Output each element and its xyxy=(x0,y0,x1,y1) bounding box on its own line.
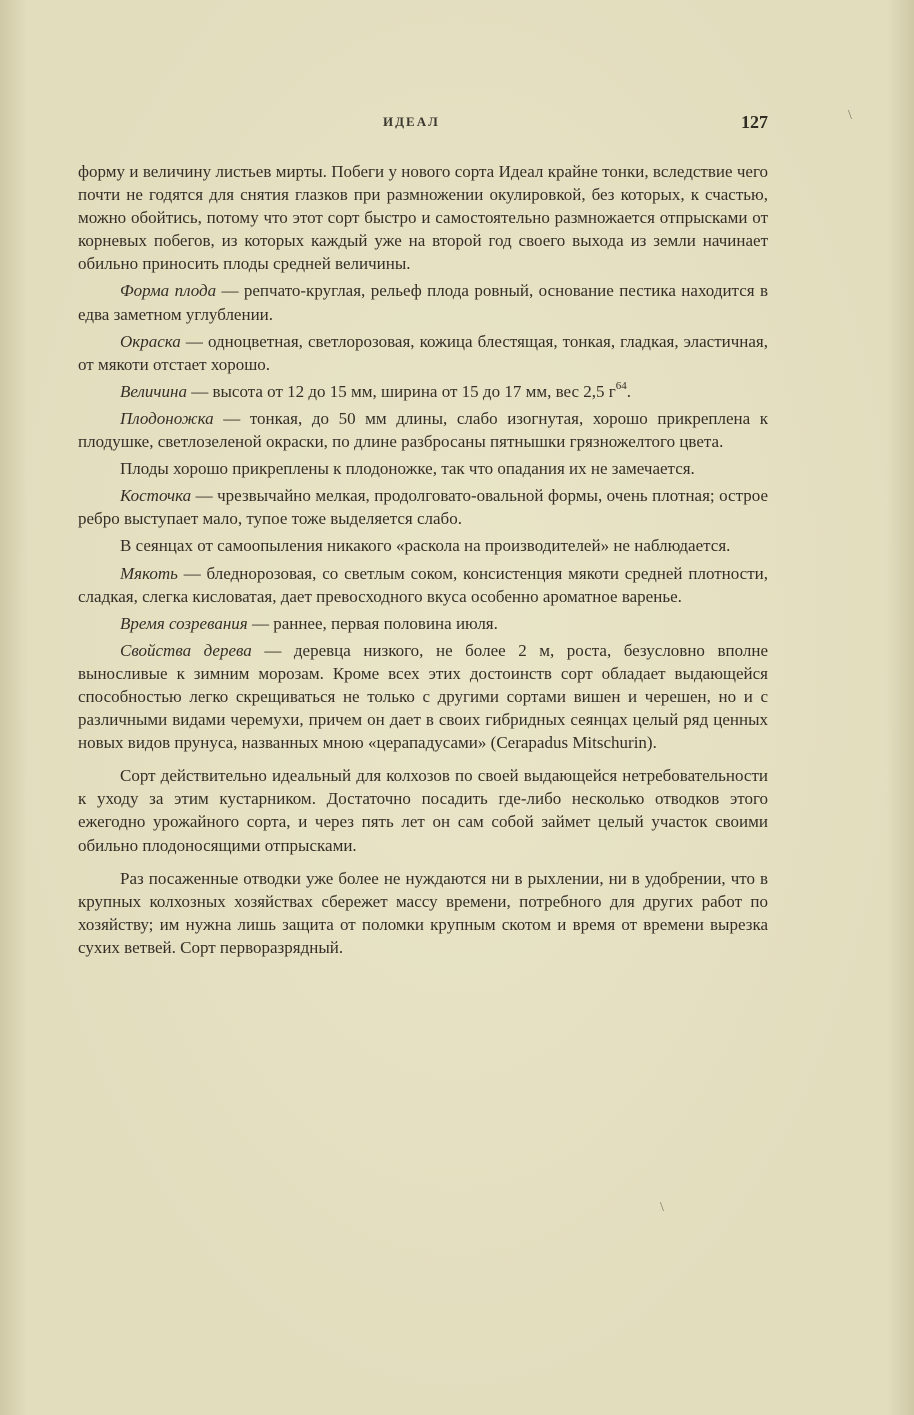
term-color: Окраска xyxy=(120,331,181,351)
paragraph-ripening xyxy=(78,612,768,635)
paragraph-stalk xyxy=(78,407,768,453)
paragraph-text: — высота от 12 до 15 мм, ширина от 15 до 17 мм, вес 2,5 г xyxy=(186,381,616,401)
paragraph-seedlings xyxy=(78,534,768,557)
margin-tick-mark: \ xyxy=(848,108,852,123)
paragraph-text: — репчато-круглая, рельеф плода ровный, основание пестика находится в едва заметном углублении. xyxy=(78,281,768,324)
paragraph-flesh xyxy=(78,562,768,608)
page-number: 127 xyxy=(741,112,768,132)
paragraph-size xyxy=(78,380,768,403)
paragraph-fruit-shape xyxy=(78,279,768,325)
paragraph-attachment xyxy=(78,457,768,480)
paragraph-text: Сорт действительно идеальный для колхозов по своей выдающейся нетребовательности к уходу за этим кустарником. Достаточно посадить где-либо несколько отводков этого ежегодно урожайного сорта, и через пять лет он сам собой займет целый участок своими обильно плодоносящими отпрысками. xyxy=(78,766,768,855)
paragraph-text: Плоды хорошо прикреплены к плодоножке, так что опадания их не замечается. xyxy=(120,459,695,479)
term-size: Величина xyxy=(120,381,187,401)
paragraph-tree-properties xyxy=(78,639,768,754)
term-stone: Косточка xyxy=(120,486,192,506)
paragraph-text: — одноцветная, светлорозовая, кожица блестящая, тонкая, гладкая, эластичная, от мякоти отстает хорошо. xyxy=(78,331,768,374)
paragraph-text: — деревца низкого, не более 2 м, роста, безусловно вполне выносливые к зимним морозам. Кроме всех этих достоинств сорт обладает выдающейся способностью легко скрещиваться не только с другими сортами вишен и черешен, но и с различными видами черемухи, причем он дает в своих гибридных сеянцах целый ряд ценных новых видов прунуса, названных мною «церападусами» (Cerapadus Mitschurin). xyxy=(78,640,768,753)
paragraph-text: форму и величину листьев мирты. Побеги у нового сорта Идеал крайне тонки, вследствие чего почти не годятся для снятия глазков при размножении окулировкой, без которых, к счастью, можно обойтись, потому что этот сорт быстро и самостоятельно размножается отпрысками от корневых побегов, из которых каждый уже на второй год своего выхода из земли начинает обильно приносить плоды средней величины. xyxy=(78,162,768,274)
term-tree-properties: Свойства дерева xyxy=(120,640,252,660)
paragraph-text: — тонкая, до 50 мм длины, слабо изогнутая, хорошо прикреплена к плодушке, светлозеленой окраски, по длине разбросаны пятнышки грязножелтого цвета. xyxy=(78,408,768,452)
term-stalk: Плодоножка xyxy=(120,408,214,428)
paragraph-text: Раз посаженные отводки уже более не нуждаются ни в рыхлении, ни в удобрении, что в крупных колхозных хозяйствах сбережет массу времени, потребного для других работ по хозяйству; им нужна лишь защита от поломки крупным скотом и время от времени вырезка сухих ветвей. Сорт перворазрядный. xyxy=(78,868,768,957)
term-ripening: Время созревания xyxy=(120,613,248,633)
paragraph-text: — раннее, первая половина июля. xyxy=(247,613,498,633)
page-header xyxy=(78,112,768,138)
paragraph-tail: . xyxy=(626,381,632,401)
paragraph-color xyxy=(78,330,768,376)
body-text xyxy=(78,160,768,959)
running-head: ИДЕАЛ xyxy=(383,114,440,129)
paragraph-text: — чрезвычайно мелкая, продолговато-овальной формы, очень плотная; острое ребро выступает мало, тупое тоже выделяется слабо. xyxy=(78,486,768,529)
paragraph-kolkhoz xyxy=(78,764,768,856)
footnote-marker: 64 xyxy=(615,380,627,393)
paragraph-care xyxy=(78,867,768,959)
term-fruit-shape: Форма плода xyxy=(120,281,217,301)
paragraph-intro xyxy=(78,160,768,275)
paragraph-text: В сеянцах от самоопыления никакого «раскола на производителей» не наблюдается. xyxy=(120,536,731,556)
term-flesh: Мякоть xyxy=(120,563,178,583)
paragraph-stone xyxy=(78,484,768,530)
margin-tick-mark: \ xyxy=(660,1200,664,1215)
paragraph-text: — бледнорозовая, со светлым соком, консистенция мякоти средней плотности, сладкая, слегка кисловатая, дает превосходного вкуса особенно ароматное варенье. xyxy=(78,563,768,606)
